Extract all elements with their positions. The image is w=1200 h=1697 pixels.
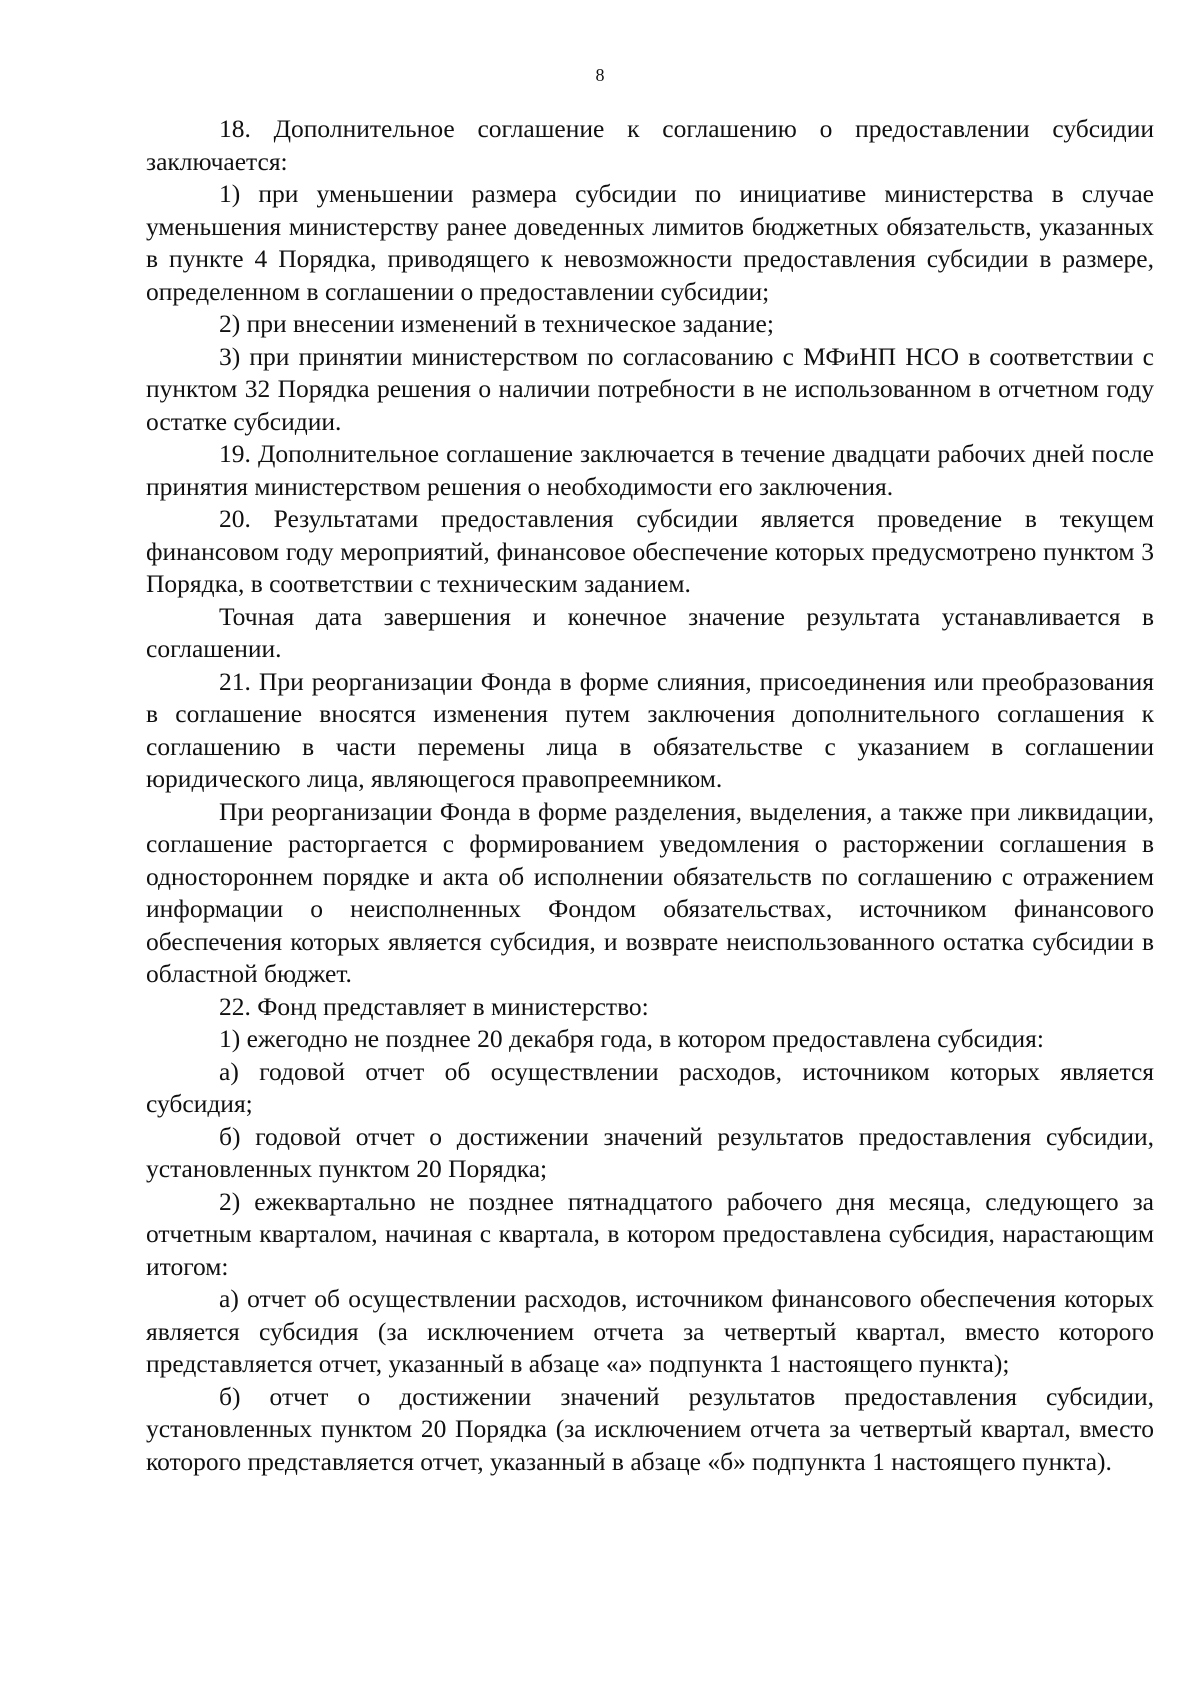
paragraph-18-item-1: 1) при уменьшении размера субсидии по инициативе министерства в случае уменьшения министерству ранее доведенных лимитов бюджетных обязательств, указанных в пункте 4 Порядка, приводящего к невозможности предоставления субсидии в размере, определенном в соглашении о предоставлении субсидии; bbox=[146, 179, 1154, 306]
paragraph-22: 22. Фонд представляет в министерство: bbox=[219, 991, 649, 1021]
paragraph-20: 20. Результатами предоставления субсидии является проведение в текущем финансовом году мероприятий, финансовое обеспечение которых предусмотрено пунктом 3 Порядка, в соответствии с техническим заданием. bbox=[146, 504, 1154, 598]
paragraph-22-item-2: 2) ежеквартально не позднее пятнадцатого рабочего дня месяца, следующего за отчетным кварталом, начиная с квартала, в котором предоставлена субсидия, нарастающим итогом: bbox=[146, 1186, 1154, 1281]
paragraph-22-item-2-a: а) отчет об осуществлении расходов, источником финансового обеспечения которых является субсидия (за исключением отчета за четвертый квартал, вместо которого представляется отчет, указанный в абзаце «а» подпункта 1 настоящего пункта); bbox=[146, 1284, 1154, 1378]
paragraph-22-item-1-a: а) годовой отчет об осуществлении расходов, источником которых является субсидия; bbox=[146, 1056, 1154, 1118]
document-body bbox=[146, 113, 1154, 1478]
paragraph-22-item-2-b: б) отчет о достижении значений результатов предоставления субсидии, установленных пунктом 20 Порядка (за исключением отчета за четвертый квартал, вместо которого представляется отчет, указанный в абзаце «б» подпункта 1 настоящего пункта). bbox=[146, 1381, 1154, 1476]
paragraph-22-item-1: 1) ежегодно не позднее 20 декабря года, в котором предоставлена субсидия: bbox=[219, 1024, 1044, 1053]
paragraph-18-item-2: 2) при внесении изменений в техническое задание; bbox=[219, 309, 774, 338]
paragraph-20-note: Точная дата завершения и конечное значение результата устанавливается в соглашении. bbox=[146, 601, 1154, 663]
paragraph-21: 21. При реорганизации Фонда в форме слияния, присоединения или преобразования в соглашение вносятся изменения путем заключения дополнительного соглашения к соглашению в части перемены лица в обязательстве с указанием в соглашении юридического лица, являющегося правопреемником. bbox=[146, 666, 1154, 793]
paragraph-18-item-3: 3) при принятии министерством по согласованию с МФиНП НСО в соответствии с пунктом 32 Порядка решения о наличии потребности в не использованном в отчетном году остатке субсидии. bbox=[146, 341, 1154, 436]
paragraph-19: 19. Дополнительное соглашение заключается в течение двадцати рабочих дней после принятия министерством решения о необходимости его заключения. bbox=[146, 439, 1154, 501]
paragraph-18: 18. Дополнительное соглашение к соглашению о предоставлении субсидии заключается: bbox=[146, 114, 1154, 176]
paragraph-21-continuation: При реорганизации Фонда в форме разделения, выделения, а также при ликвидации, соглашение расторгается с формированием уведомления о расторжении соглашения в одностороннем порядке и акта об исполнении обязательств по соглашению с отражением информации о неисполненных Фондом обязательствах, источником финансового обеспечения которых является субсидия, и возврате неиспользованного остатка субсидии в областной бюджет. bbox=[146, 796, 1154, 988]
paragraph-22-item-1-b: б) годовой отчет о достижении значений результатов предоставления субсидии, установленных пунктом 20 Порядка; bbox=[146, 1121, 1154, 1183]
page-number: 8 bbox=[595, 65, 605, 85]
